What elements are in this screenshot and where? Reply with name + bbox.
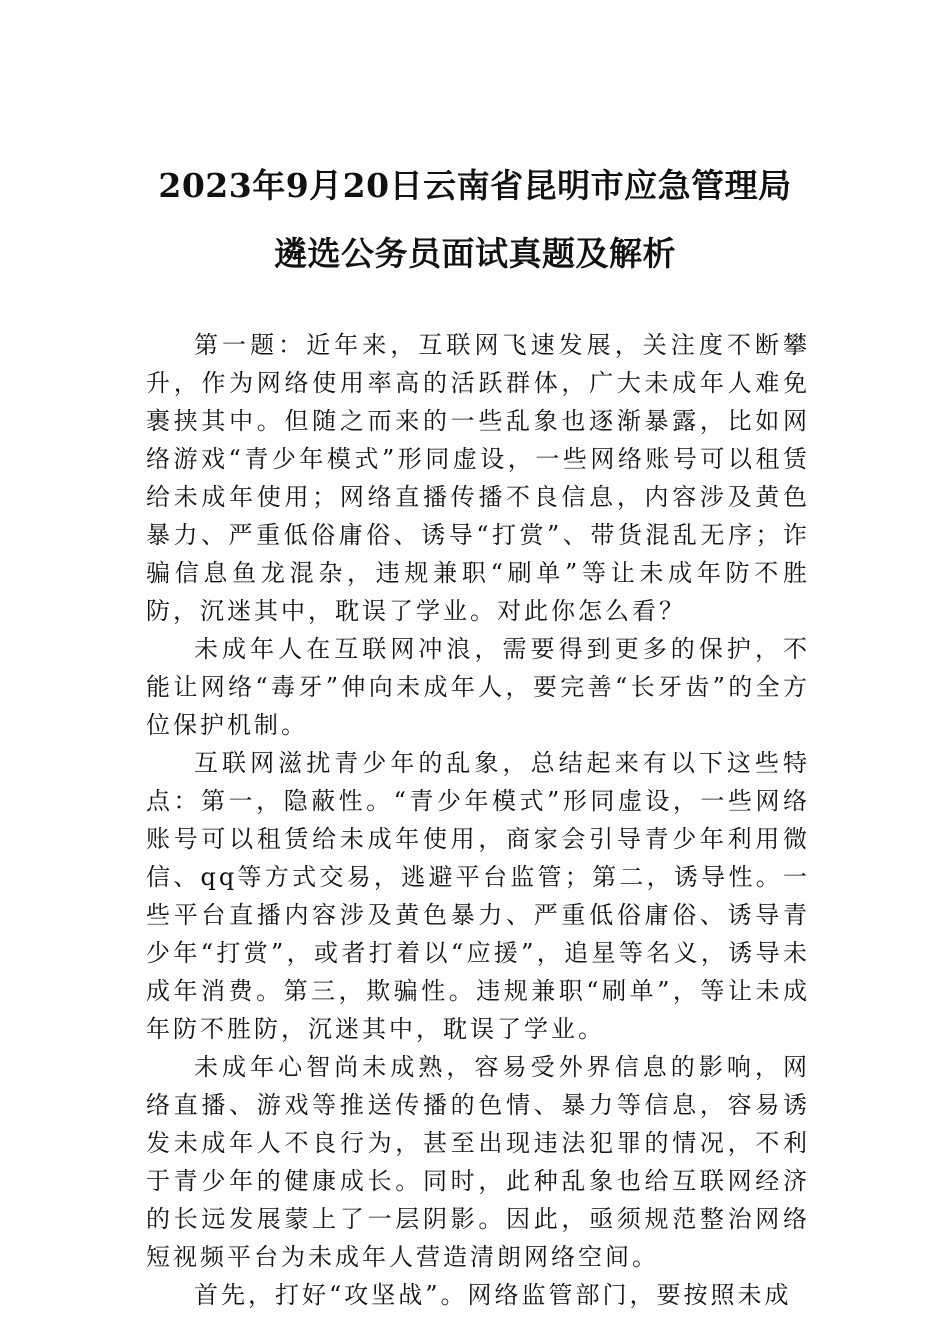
paragraph-harm: 未成年心智尚未成熟，容易受外界信息的影响，网络直播、游戏等推送传播的色情、暴力等信息，容易诱发未成年人不良行为，甚至出现违法犯罪的情况，不利于青少年的健康成长。同时，此种乱象也给互联网经济的长远发展蒙上了一层阴影。因此，亟须规范整治网络短视频平台为未成年人营造清朗网络空间。 bbox=[146, 1053, 810, 1271]
document-title-line-1: 2023年9月20日云南省昆明市应急管理局 bbox=[158, 166, 792, 205]
document-title-line-2: 遴选公务员面试真题及解析 bbox=[274, 234, 676, 273]
paragraph-question: 第一题：近年来，互联网飞速发展，关注度不断攀升，作为网络使用率高的活跃群体，广大未成年人难免裹挟其中。但随之而来的一些乱象也逐渐暴露，比如网络游戏“青少年模式”形同虚设，一些网络账号可以租赁给未成年使用；网络直播传播不良信息，内容涉及黄色暴力、严重低俗庸俗、诱导“打赏”、带货混乱无序；诈骗信息鱼龙混杂，违规兼职“刷单”等让未成年防不胜防，沉迷其中，耽误了学业。对此你怎么看？ bbox=[146, 331, 810, 625]
paragraph-first-measure: 首先，打好“攻坚战”。网络监管部门，要按照未成 bbox=[194, 1281, 792, 1309]
document-body bbox=[146, 326, 810, 1314]
paragraph-features: 互联网滋扰青少年的乱象，总结起来有以下这些特点：第一，隐蔽性。“青少年模式”形同虚设，一些网络账号可以租赁给未成年使用，商家会引导青少年利用微信、qq等方式交易，逃避平台监管；第二，诱导性。一些平台直播内容涉及黄色暴力、严重低俗庸俗、诱导青少年“打赏”，或者打着以“应援”，追星等名义，诱导未成年消费。第三，欺骗性。违规兼职“刷单”，等让未成年防不胜防，沉迷其中，耽误了学业。 bbox=[146, 749, 810, 1043]
paragraph-answer-intro: 未成年人在互联网冲浪，需要得到更多的保护，不能让网络“毒牙”伸向未成年人，要完善“长牙齿”的全方位保护机制。 bbox=[146, 635, 810, 739]
